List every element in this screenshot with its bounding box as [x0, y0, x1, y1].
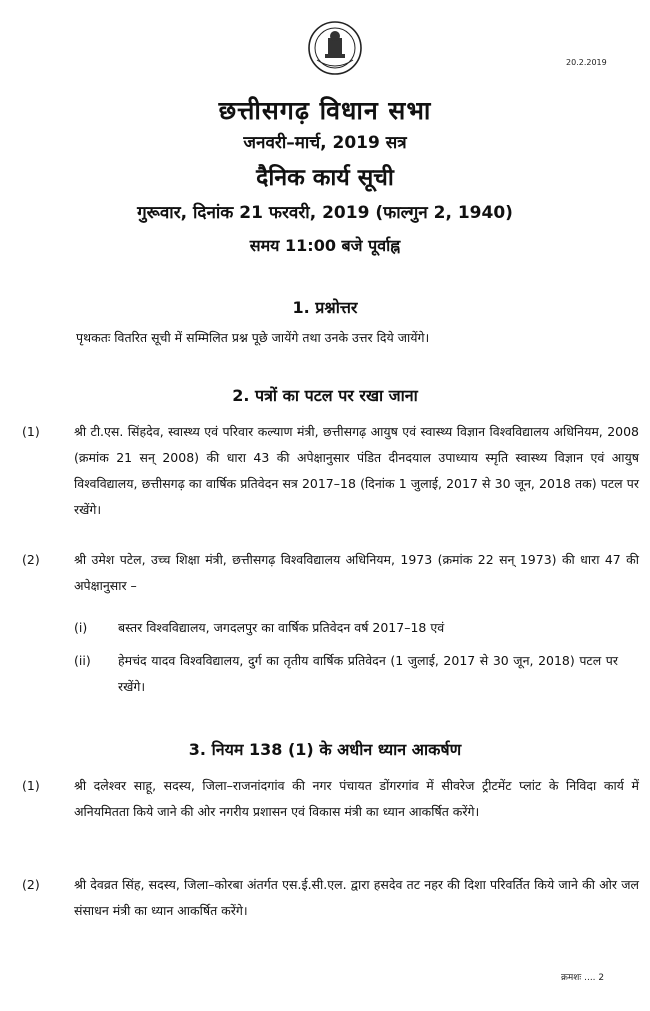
- subitem-text: बस्तर विश्वविद्यालय, जगदलपुर का वार्षिक प्रतिवेदन वर्ष 2017–18 एवं: [118, 620, 445, 635]
- item-text: श्री देवव्रत सिंह, सदस्य, जिला–कोरबा अंतर्गत एस.ई.सी.एल. द्वारा हसदेव तट नहर की दिशा परिवर्तित किये जाने की ओर जल संसाधन मंत्री का ध्यान आकर्षित करेंगे।: [74, 877, 639, 918]
- subitem-number: (ii): [74, 653, 91, 668]
- agenda-title: दैनिक कार्य सूची: [256, 165, 394, 191]
- item-number: (2): [22, 552, 40, 567]
- session-title: जनवरी–मार्च, 2019 सत्र: [243, 133, 407, 153]
- day-line: गुरूवार, दिनांक 21 फरवरी, 2019 (फाल्गुन 2, 1940): [137, 203, 513, 223]
- item-number: (1): [22, 424, 40, 439]
- item-text: श्री उमेश पटेल, उच्च शिक्षा मंत्री, छत्तीसगढ़ विश्वविद्यालय अधिनियम, 1973 (क्रमांक 22 सन् 1973) की धारा 47 की अपेक्षानुसार –: [74, 552, 639, 593]
- section-1-title: 1. प्रश्नोत्तर: [292, 298, 358, 317]
- section-1-text: पृथकतः वितरित सूची में सम्मिलित प्रश्न पूछे जायेंगे तथा उनके उत्तर दिये जायेंगे।: [76, 330, 430, 345]
- item-text: श्री टी.एस. सिंहदेव, स्वास्थ्य एवं परिवार कल्याण मंत्री, छत्तीसगढ़ आयुष एवं स्वास्थ्य विज्ञान विश्वविद्यालय अधिनियम, 2008 (क्रमांक 21 सन् 2008) की धारा 43 की अपेक्षानुसार पंडित दीनदयाल उपाध्याय स्मृति स्वास्थ्य विज्ञान एवं आयुष विश्वविद्यालय, छत्तीसगढ़ का वार्षिक प्रतिवेदन सत्र 2017–18 (दिनांक 1 जुलाई, 2017 से 30 जून, 2018 तक) पटल पर रखेंगे।: [74, 424, 639, 517]
- continued-note: क्रमशः .... 2: [561, 973, 605, 983]
- item-text: श्री दलेश्वर साहू, सदस्य, जिला–राजनांदगांव की नगर पंचायत डोंगरगांव में सीवरेज ट्रीटमेंट प्लांट के निविदा कार्य में अनियमितता किये जाने की ओर नगरीय प्रशासन एवं विकास मंत्री का ध्यान आकर्षित करेंगे।: [74, 778, 639, 819]
- date-stamp: 20.2.2019: [566, 58, 607, 67]
- time-line: समय 11:00 बजे पूर्वाह्न: [249, 236, 401, 255]
- item-number: (2): [22, 877, 40, 892]
- section-2-title: 2. पत्रों का पटल पर रखा जाना: [232, 386, 418, 405]
- seal-emblem-icon: [307, 20, 363, 76]
- item-number: (1): [22, 778, 40, 793]
- subitem-number: (i): [74, 620, 88, 635]
- section-3-title: 3. नियम 138 (1) के अधीन ध्यान आकर्षण: [188, 740, 462, 759]
- subitem-text: हेमचंद यादव विश्वविद्यालय, दुर्ग का तृतीय वार्षिक प्रतिवेदन (1 जुलाई, 2017 से 30 जून, 2018) पटल पर रखेंगे।: [118, 653, 618, 694]
- assembly-title: छत्तीसगढ़ विधान सभा: [218, 96, 432, 125]
